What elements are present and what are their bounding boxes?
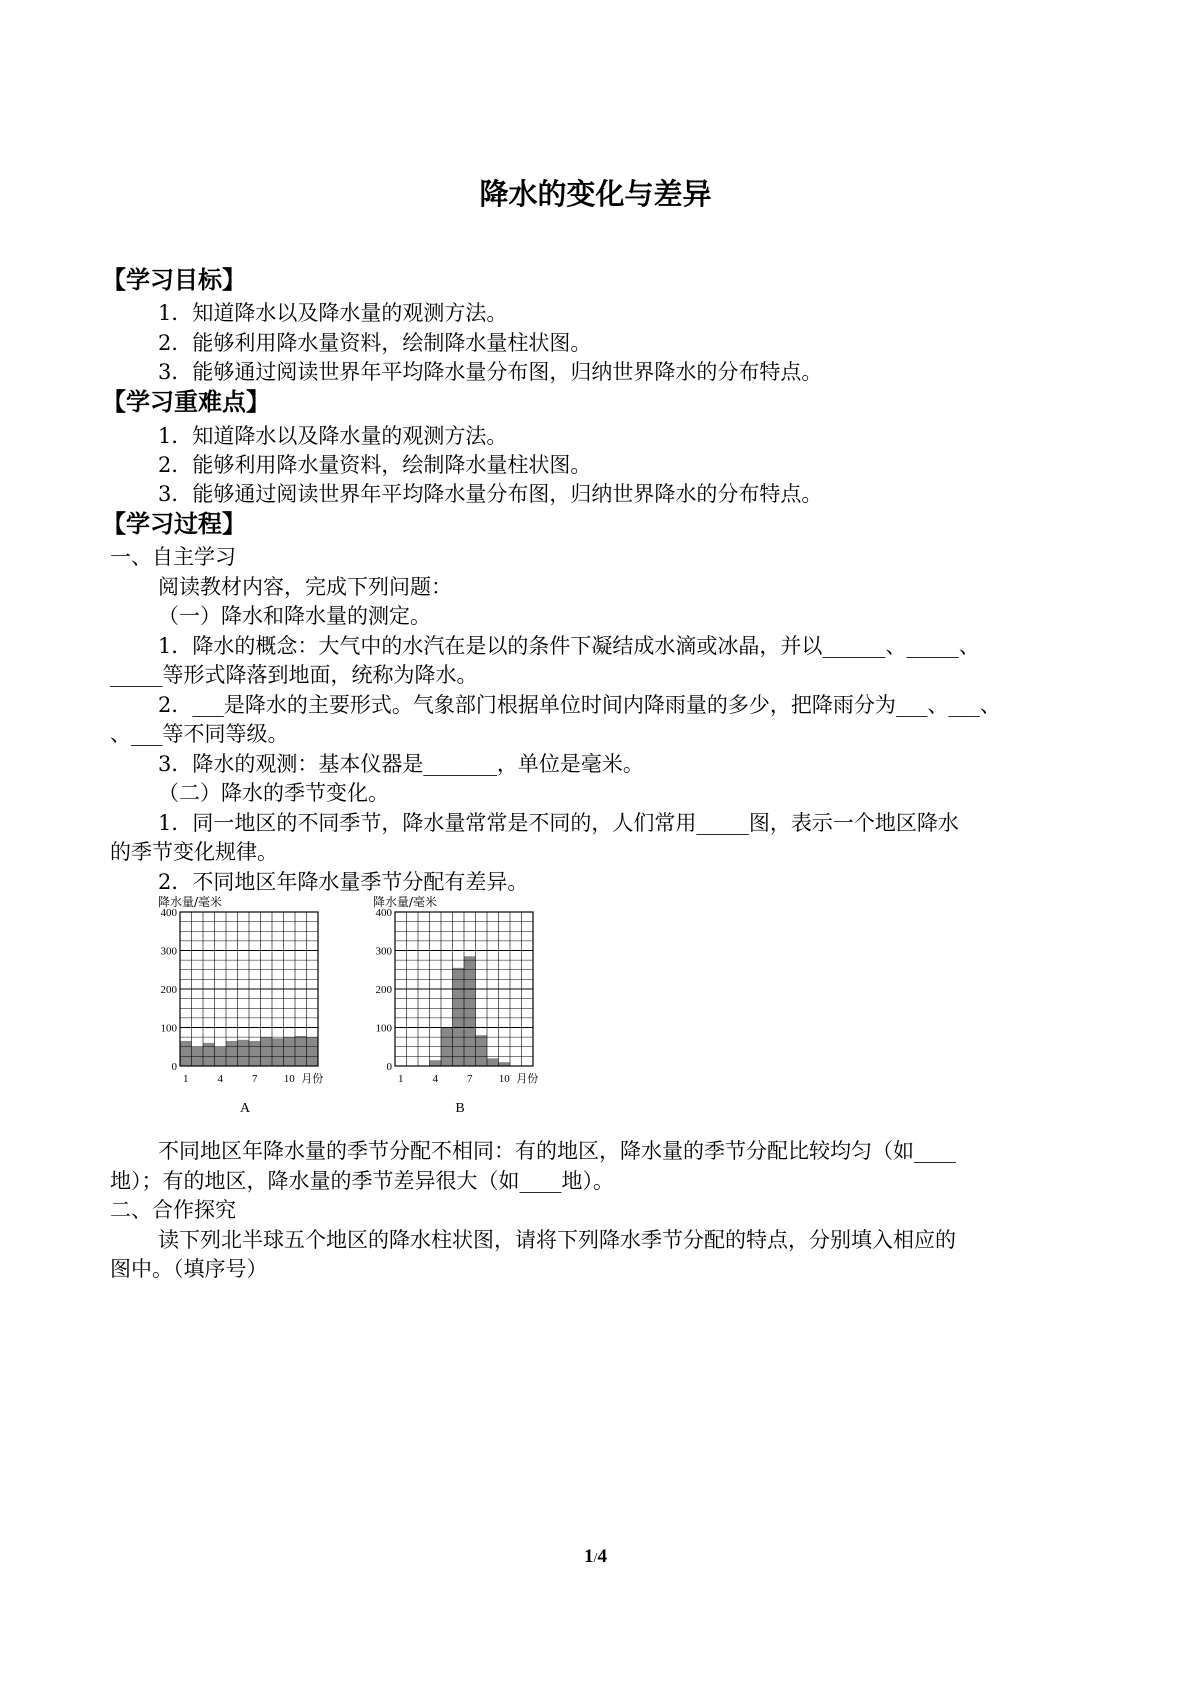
question-4-line1: 1．同一地区的不同季节，降水量常常是不同的，人们常用_____图，表示一个地区降水 [158, 811, 959, 835]
x-tick-label: 7 [252, 1073, 258, 1085]
conclusion-line1: 不同地区年降水量的季节分配不相同：有的地区，降水量的季节分配比较均匀（如____ [158, 1139, 956, 1163]
bar-month-3 [203, 1043, 215, 1066]
process-heading: 【学习过程】 [102, 510, 246, 538]
y-tick-label: 400 [160, 907, 177, 919]
x-tick-label: 10 [283, 1073, 295, 1085]
x-tick-label: 4 [432, 1073, 438, 1085]
goal-item: 2．能够利用降水量资料，绘制降水量柱状图。 [158, 331, 592, 355]
subsection-1: （一）降水和降水量的测定。 [158, 604, 431, 628]
bar-month-6 [453, 968, 465, 1066]
chart-letter-label: A [239, 1101, 251, 1116]
page-separator: / [593, 1551, 598, 1566]
bar-month-12 [307, 1037, 319, 1066]
question-3: 3．降水的观测：基本仪器是_______，单位是毫米。 [158, 752, 644, 776]
bar-month-6 [238, 1040, 250, 1066]
key-point-item: 1．知道降水以及降水量的观测方法。 [158, 424, 508, 448]
bar-month-4 [430, 1060, 442, 1066]
part2-line1: 读下列北半球五个地区的降水柱状图，请将下列降水季节分配的特点，分别填入相应的 [158, 1228, 956, 1252]
bar-month-7 [464, 956, 476, 1066]
goals-heading: 【学习目标】 [102, 266, 246, 294]
x-axis-unit-label: 月份 [516, 1072, 539, 1085]
question-4-line2: 的季节变化规律。 [110, 840, 278, 864]
y-tick-label: 200 [375, 984, 392, 996]
page-total: 4 [597, 1546, 607, 1567]
y-tick-label: 100 [375, 1022, 392, 1035]
question-1-line2: _____等形式降落到地面，统称为降水。 [110, 663, 478, 687]
x-tick-label: 4 [217, 1073, 223, 1085]
bar-month-5 [226, 1041, 238, 1066]
subsection-2: （二）降水的季节变化。 [158, 781, 389, 805]
y-tick-label: 400 [375, 907, 392, 919]
bar-month-9 [487, 1058, 499, 1066]
bar-month-7 [249, 1041, 261, 1066]
y-tick-label: 0 [386, 1061, 392, 1073]
chart-letter-label: B [455, 1101, 465, 1116]
y-tick-label: 300 [375, 945, 392, 958]
y-tick-label: 0 [171, 1061, 177, 1073]
bar-month-1 [180, 1041, 192, 1066]
key-points-heading: 【学习重难点】 [102, 388, 270, 416]
page-number [0, 1546, 1191, 1568]
conclusion-line2: 地）；有的地区，降水量的季节差异很大（如____地）。 [110, 1169, 614, 1193]
y-tick-label: 200 [160, 984, 177, 996]
key-point-item: 3．能够通过阅读世界年平均降水量分布图，归纳世界降水的分布特点。 [158, 482, 823, 506]
goal-item: 1．知道降水以及降水量的观测方法。 [158, 301, 508, 325]
x-axis-unit-label: 月份 [301, 1072, 324, 1085]
bar-month-8 [476, 1035, 488, 1066]
y-axis-label: 降水量/毫米 [373, 895, 438, 909]
y-axis-label: 降水量/毫米 [158, 895, 223, 909]
precipitation-chart-svg [365, 892, 555, 1122]
key-point-item: 2．能够利用降水量资料，绘制降水量柱状图。 [158, 453, 592, 477]
question-5: 2．不同地区年降水量季节分配有差异。 [158, 870, 529, 894]
page-current: 1 [584, 1546, 594, 1567]
bar-month-9 [272, 1038, 284, 1066]
bar-month-8 [261, 1037, 273, 1066]
part2-line2: 图中。（填序号） [110, 1257, 268, 1281]
question-2-line2: 、___等不同等级。 [110, 722, 289, 746]
chart-a [150, 892, 340, 1122]
question-2-line1: 2．___是降水的主要形式。气象部门根据单位时间内降雨量的多少，把降雨分为___、___、 [158, 693, 1001, 717]
page-title: 降水的变化与差异 [479, 177, 712, 211]
question-1-line1: 1．降水的概念：大气中的水汽在是以的条件下凝结成水滴或冰晶，并以______、_____、 [158, 634, 980, 658]
part1-heading: 一、自主学习 [110, 545, 236, 569]
part1-intro: 阅读教材内容，完成下列问题： [158, 575, 452, 599]
x-tick-label: 1 [183, 1073, 189, 1085]
precipitation-chart-svg [150, 892, 340, 1122]
x-tick-label: 1 [398, 1073, 404, 1085]
chart-b [365, 892, 555, 1122]
bar-month-10 [284, 1037, 296, 1066]
bar-month-11 [295, 1036, 307, 1066]
part2-heading: 二、合作探究 [110, 1198, 236, 1222]
x-tick-label: 10 [498, 1073, 510, 1085]
y-tick-label: 100 [160, 1022, 177, 1035]
goal-item: 3．能够通过阅读世界年平均降水量分布图，归纳世界降水的分布特点。 [158, 360, 823, 384]
x-tick-label: 7 [467, 1073, 473, 1085]
y-tick-label: 300 [160, 945, 177, 958]
